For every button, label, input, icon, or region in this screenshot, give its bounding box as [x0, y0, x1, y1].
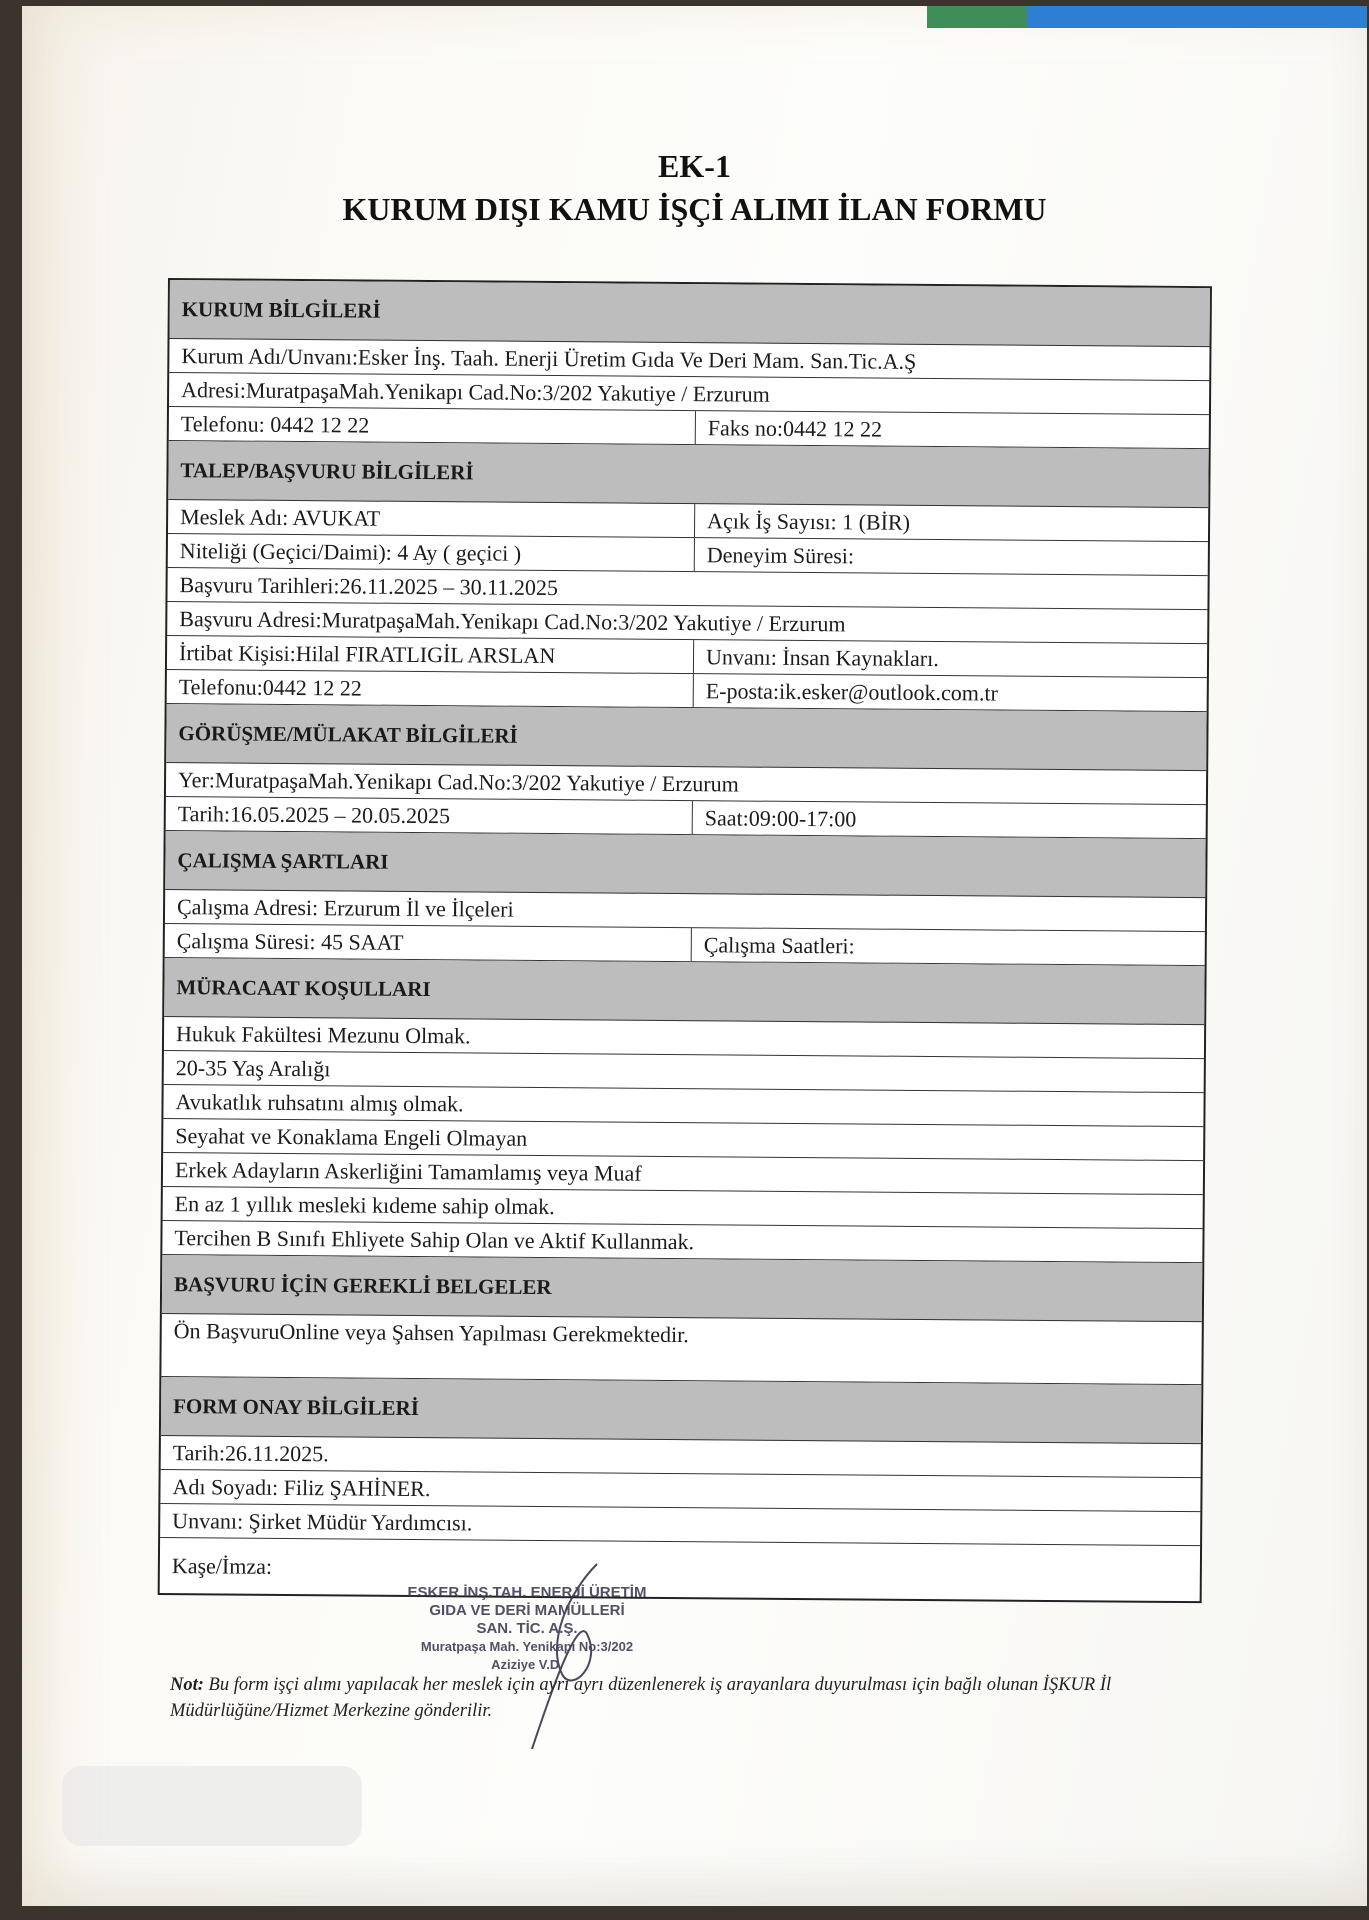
section-header-kurum: KURUM BİLGİLERİ [170, 280, 1210, 347]
footnote [170, 1672, 1230, 1724]
stamp-line: Aziziye V.D. [491, 1657, 563, 1672]
muracaat-item: En az 1 yıllık mesleki kıdeme sahip olmak. [174, 1191, 555, 1220]
calisma-saatler: Çalışma Saatleri: [703, 932, 855, 959]
section-header-gorusme: GÖRÜŞME/MÜLAKAT BİLGİLERİ [166, 704, 1206, 771]
background-blur [62, 1766, 362, 1846]
talep-adres: Başvuru Adresi:MuratpaşaMah.Yenikapı Cad.No:3/202 Yakutiye / Erzurum [179, 606, 846, 637]
muracaat-item: Seyahat ve Konaklama Engeli Olmayan [175, 1123, 528, 1151]
onay-adsoyad: Adı Soyadı: Filiz ŞAHİNER. [172, 1474, 431, 1502]
muracaat-item: 20-35 Yaş Aralığı [175, 1055, 331, 1082]
talep-deneyim: Deneyim Süresi: [706, 542, 855, 569]
onay-kase: Kaşe/İmza: [171, 1553, 273, 1579]
kurum-fax: Faks no:0442 12 22 [707, 415, 883, 442]
stamp-line: GIDA VE DERİ MAMÜLLERİ [429, 1602, 625, 1619]
section-header-belgeler: BAŞVURU İÇİN GEREKLİ BELGELER [162, 1255, 1202, 1322]
section-header-onay: FORM ONAY BİLGİLERİ [161, 1377, 1201, 1444]
calisma-sure: Çalışma Süresi: 45 SAAT [165, 924, 692, 961]
kurum-address: Adresi:MuratpaşaMah.Yenikapı Cad.No:3/202 Yakutiye / Erzurum [181, 377, 770, 407]
stamp-line: Muratpaşa Mah. Yenikapı No:3/202 [420, 1639, 634, 1654]
talep-unvan: Unvanı: İnsan Kaynakları. [705, 644, 939, 672]
talep-tarih: Başvuru Tarihleri:26.11.2025 – 30.11.2025 [179, 572, 559, 601]
muracaat-item: Erkek Adayların Askerliğini Tamamlamış veya Muaf [174, 1157, 642, 1186]
talep-acik-is: Açık İş Sayısı: 1 (BİR) [707, 508, 911, 535]
footnote-label: Not: [170, 1675, 204, 1695]
talep-eposta: E-posta:ik.esker@outlook.com.tr [705, 678, 999, 706]
form-table [158, 278, 1212, 1603]
stamp-line: ESKER İNŞ.TAH. ENERJİ ÜRETİM [407, 1584, 647, 1601]
muracaat-item: Hukuk Fakültesi Mezunu Olmak. [175, 1021, 471, 1049]
document-code: EK-1 [658, 148, 731, 184]
belgeler-text: Ön BaşvuruOnline veya Şahsen Yapılması Gerekmektedir. [173, 1318, 689, 1348]
kurum-name: Kurum Adı/Unvanı:Esker İnş. Taah. Enerji Üretim Gıda Ve Deri Mam. San.Tic.A.Ş [181, 343, 917, 374]
talep-irtibat: İrtibat Kişisi:Hilal FIRATLIGİL ARSLAN [167, 636, 694, 673]
muracaat-item: Tercihen B Sınıfı Ehliyete Sahip Olan ve Aktif Kullanmak. [174, 1225, 695, 1255]
gorusme-tarih: Tarih:16.05.2025 – 20.05.2025 [166, 797, 693, 834]
background-strip-blue [1027, 6, 1367, 28]
section-header-calisma: ÇALIŞMA ŞARTLARI [165, 831, 1205, 898]
talep-nitelik: Niteliği (Geçici/Daimi): 4 Ay ( geçici ) [168, 534, 695, 571]
background-strip-green [927, 6, 1027, 28]
kurum-phone: Telefonu: 0442 12 22 [169, 407, 696, 444]
signature-icon [527, 1554, 647, 1754]
muracaat-item: Avukatlık ruhsatını almış olmak. [175, 1089, 464, 1117]
section-header-muracaat: MÜRACAAT KOŞULLARI [164, 958, 1204, 1025]
footnote-text: Bu form işçi alımı yapılacak her meslek için ayrı ayrı düzenlenerek iş arayanlara duyurulması için bağlı olunan İŞKUR İl Müdürlüğüne/Hizmet Merkezine gönderilir. [170, 1675, 1112, 1721]
talep-telefon: Telefonu:0442 12 22 [167, 670, 694, 707]
document-paper [22, 6, 1367, 1906]
onay-tarih: Tarih:26.11.2025. [172, 1440, 329, 1467]
gorusme-saat: Saat:09:00-17:00 [704, 805, 857, 832]
onay-unvan: Unvanı: Şirket Müdür Yardımcısı. [172, 1508, 473, 1536]
calisma-adres: Çalışma Adresi: Erzurum İl ve İlçeleri [176, 894, 514, 922]
document-title: KURUM DIŞI KAMU İŞÇİ ALIMI İLAN FORMU [342, 191, 1047, 227]
gorusme-yer: Yer:MuratpaşaMah.Yenikapı Cad.No:3/202 Yakutiye / Erzurum [177, 767, 739, 797]
stamp-line: SAN. TİC. A.Ş. [476, 1620, 578, 1637]
talep-meslek: Meslek Adı: AVUKAT [168, 500, 695, 537]
section-header-talep: TALEP/BAŞVURU BİLGİLERİ [168, 441, 1208, 508]
